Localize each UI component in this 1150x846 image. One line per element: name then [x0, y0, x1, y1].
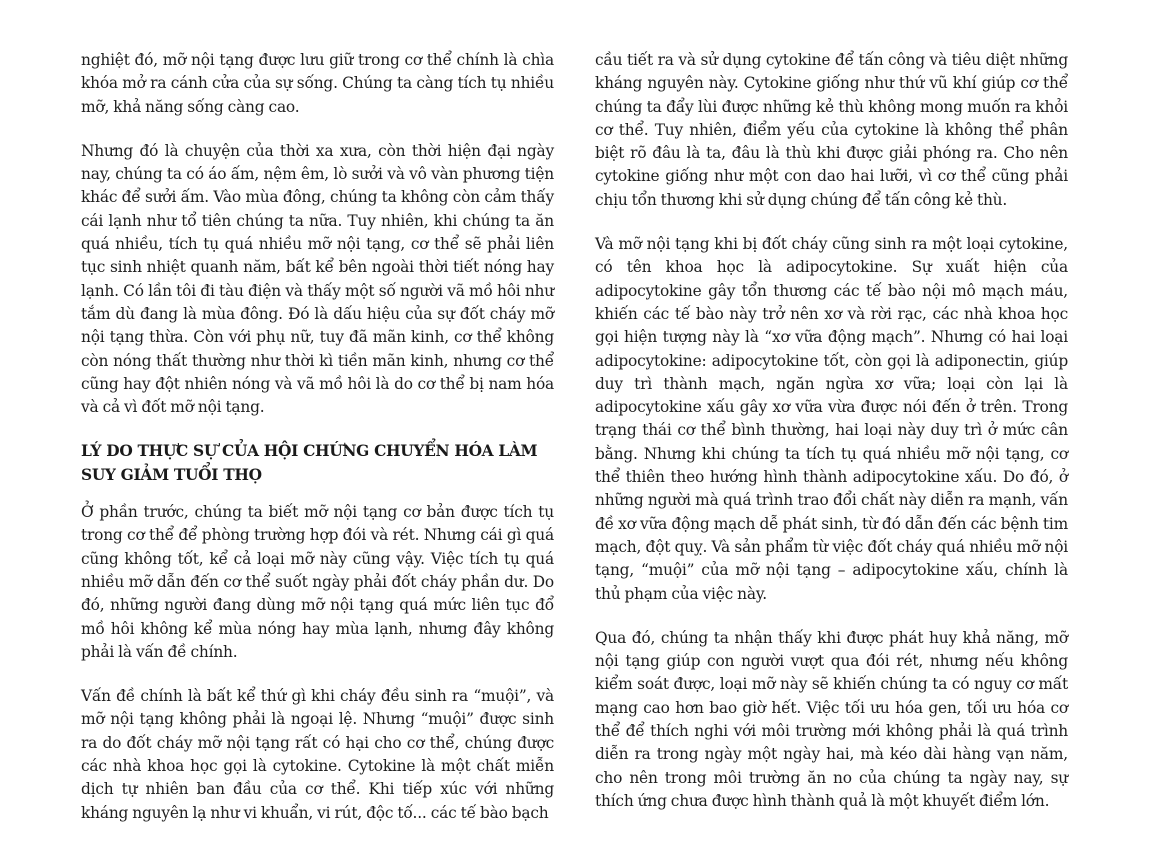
- left-paragraph-1: nghiệt đó, mỡ nội tạng được lưu giữ trong cơ thể chính là chìa khóa mở ra cánh cửa của sự sống. Chúng ta càng tích tụ nhiều mỡ, khả năng sống càng cao.: [81, 51, 554, 116]
- section-heading: LÝ DO THỰC SỰ CỦA HỘI CHỨNG CHUYỂN HÓA LÀM SUY GIẢM TUỔI THỌ: [81, 442, 538, 484]
- left-paragraph-4: Vấn đề chính là bất kể thứ gì khi cháy đều sinh ra “muội”, và mỡ nội tạng không phải là ngoại lệ. Nhưng “muội” được sinh ra do đốt cháy mỡ nội tạng rất có hại cho cơ thể, chúng được các nhà khoa học gọi là cytokine. Cytokine là một chất miễn dịch tự nhiên ban đầu của cơ thể. Khi tiếp xúc với những kháng nguyên lạ như vi khuẩn, vi rút, độc tố... các tế bào bạch: [81, 687, 554, 822]
- right-paragraph-2: Và mỡ nội tạng khi bị đốt cháy cũng sinh ra một loại cytokine, có tên khoa học là adipocytokine. Sự xuất hiện của adipocytokine gây tổn thương các tế bào nội mô mạch máu, khiến các tế bào này trở nên xơ và rời rạc, các nhà khoa học gọi hiện tượng này là “xơ vữa động mạch”. Nhưng có hai loại adipocytokine: adipocytokine tốt, còn gọi là adiponectin, giúp duy trì thành mạch, ngăn ngừa xơ vữa; loại còn lại là adipocytokine xấu gây xơ vữa vừa được nói đến ở trên. Trong trạng thái cơ thể bình thường, hai loại này duy trì ở mức cân bằng. Nhưng khi chúng ta tích tụ quá nhiều mỡ nội tạng, cơ thể thiên theo hướng hình thành adipocytokine xấu. Do đó, ở những người mà quá trình trao đổi chất này diễn ra mạnh, vấn đề xơ vữa động mạch dễ phát sinh, từ đó dẫn đến các bệnh tim mạch, đột quỵ. Và sản phẩm từ việc đốt cháy quá nhiều mỡ nội tạng, “muội” của mỡ nội tạng – adipocytokine xấu, chính là thủ phạm của việc này.: [595, 235, 1068, 603]
- right-paragraph-3: Qua đó, chúng ta nhận thấy khi được phát huy khả năng, mỡ nội tạng giúp con người vượt qua đói rét, nhưng nếu không kiểm soát được, loại mỡ này sẽ khiến chúng ta có nguy cơ mất mạng cao hơn bao giờ hết. Việc tối ưu hóa gen, tối ưu hóa cơ thể để thích nghi với môi trường mới không phải là quá trình diễn ra trong ngày một ngày hai, mà kéo dài hàng vạn năm, cho nên trong môi trường ăn no của chúng ta ngày nay, sự thích ứng chưa được hình thành quả là một khuyết điểm lớn.: [595, 628, 1068, 810]
- right-column: [595, 49, 1068, 834]
- left-paragraph-3: Ở phần trước, chúng ta biết mỡ nội tạng cơ bản được tích tụ trong cơ thể để phòng trường hợp đói và rét. Nhưng cái gì quá cũng không tốt, kể cả loại mỡ này cũng vậy. Việc tích tụ quá nhiều mỡ dẫn đến cơ thể suốt ngày phải đốt cháy phần dư. Do đó, những người đang dùng mỡ nội tạng quá mức liên tục đổ mồ hôi không kể mùa nóng hay mùa lạnh, nhưng đây không phải là vấn đề chính.: [81, 503, 554, 661]
- left-column: [81, 49, 554, 846]
- left-paragraph-2: Nhưng đó là chuyện của thời xa xưa, còn thời hiện đại ngày nay, chúng ta có áo ấm, nệm êm, lò sưởi và vô vàn phương tiện khác để sưởi ấm. Vào mùa đông, chúng ta không còn cảm thấy cái lạnh như tổ tiên chúng ta nữa. Tuy nhiên, khi chúng ta ăn quá nhiều, tích tụ quá nhiều mỡ nội tạng, cơ thể sẽ phải liên tục sinh nhiệt quanh năm, bất kể bên ngoài thời tiết nóng hay lạnh. Có lần tôi đi tàu điện và thấy một số người vã mồ hôi như tắm dù đang là mùa đông. Đó là dấu hiệu của sự đốt cháy mỡ nội tạng thừa. Còn với phụ nữ, tuy đã mãn kinh, cơ thể không còn nóng thất thường như thời kì tiền mãn kinh, nhưng cơ thể cũng hay đột nhiên nóng và vã mồ hôi là do cơ thể bị nam hóa và cả vì đốt mỡ nội tạng.: [81, 141, 554, 417]
- right-paragraph-1: cầu tiết ra và sử dụng cytokine để tấn công và tiêu diệt những kháng nguyên này. Cytokine giống như thứ vũ khí giúp cơ thể chúng ta đẩy lùi được những kẻ thù không mong muốn ra khỏi cơ thể. Tuy nhiên, điểm yếu của cytokine là không thể phân biệt rõ đâu là ta, đâu là thù khi được giải phóng ra. Cho nên cytokine giống như một con dao hai lưỡi, vì cơ thể cũng phải chịu tổn thương khi sử dụng chúng để tấn công kẻ thù.: [595, 51, 1068, 209]
